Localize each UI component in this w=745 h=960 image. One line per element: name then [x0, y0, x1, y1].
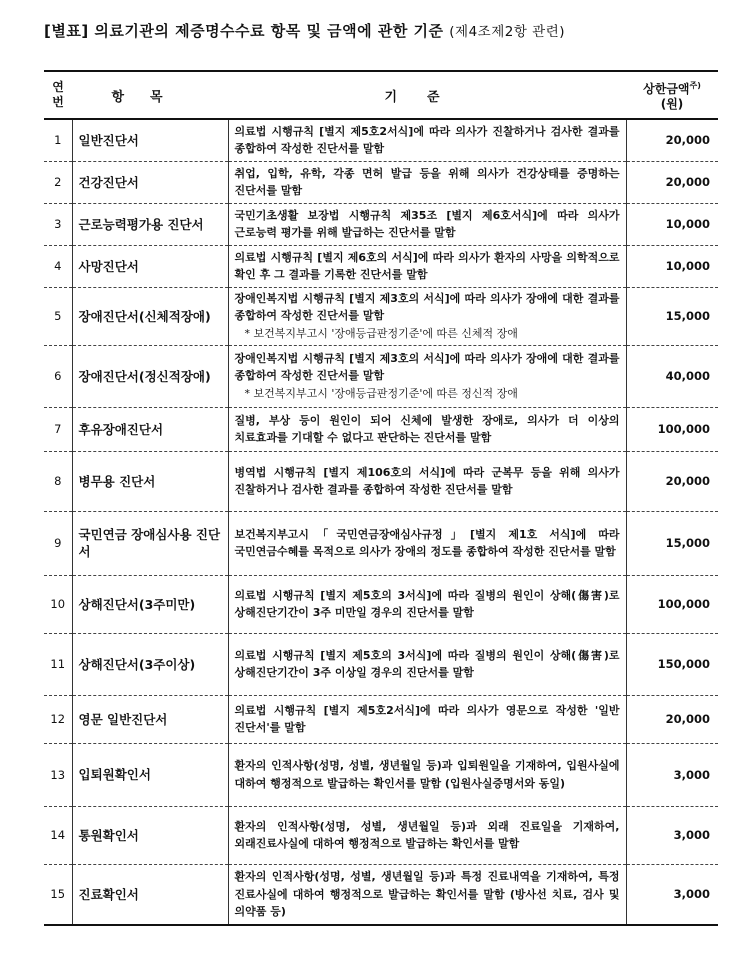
row-criteria: [228, 511, 626, 575]
row-amount: 3,000: [673, 767, 710, 782]
row-number: 15: [44, 864, 72, 925]
criteria-text: 질병, 부상 등이 원인이 되어 신체에 발생한 장애로, 의사가 더 이상의 치료효과를 기대할 수 없다고 판단하는 진단서를 말함: [234, 413, 620, 444]
table-body: [44, 119, 718, 925]
criteria-text: 의료법 시행규칙 [별지 제6호의 서식]에 따라 의사가 환자의 사망을 의학적으로 확인 후 그 결과를 기록한 진단서를 말함: [234, 250, 620, 281]
row-item: 병무용 진단서: [72, 451, 228, 511]
amount-footnote-mark: 주): [689, 81, 701, 90]
row-criteria: [228, 864, 626, 925]
table-row: [44, 511, 718, 575]
row-number: 9: [44, 511, 72, 575]
title-sub: (제4조제2항 관련): [449, 24, 566, 40]
table-row: [44, 287, 718, 345]
header-item: 항목: [72, 71, 228, 119]
row-amount: 20,000: [665, 474, 710, 488]
row-criteria: [228, 451, 626, 511]
document-title: [44, 20, 734, 41]
row-amount: 10,000: [665, 217, 710, 231]
table-row: [44, 119, 718, 161]
table-row: [44, 345, 718, 407]
criteria-text: 보건복지부고시「국민연금장애심사규정」[별지 제1호 서식]에 따라 국민연금수혜를 목적으로 의사가 장애의 정도를 종합하여 작성한 진단서를 말함: [234, 527, 620, 558]
criteria-text: 의료법 시행규칙 [별지 제5호의 3서식]에 따라 질병의 원인이 상해(傷害)로 상해진단기간이 3주 미만일 경우의 진단서를 말함: [234, 588, 620, 619]
table-row: [44, 633, 718, 695]
row-item: 사망진단서: [72, 245, 228, 287]
criteria-text: 환자의 인적사항(성명, 성별, 생년월일 등)과 외래 진료일을 기재하여, 외래진료사실에 대하여 행정적으로 발급하는 확인서를 말함: [234, 819, 620, 850]
row-item: 영문 일반진단서: [72, 695, 228, 743]
row-criteria: [228, 119, 626, 161]
row-item: 후유장애진단서: [72, 407, 228, 451]
row-criteria: [228, 287, 626, 345]
row-number: 5: [44, 287, 72, 345]
row-amount: 10,000: [665, 259, 710, 273]
row-item: 국민연금 장애심사용 진단서: [72, 511, 228, 575]
row-number: 12: [44, 695, 72, 743]
row-number: 1: [44, 119, 72, 161]
table-row: [44, 695, 718, 743]
criteria-text: 환자의 인적사항(성명, 성별, 생년월일 등)과 특정 진료내역을 기재하여, 특정 진료사실에 대하여 행정적으로 발급하는 확인서를 말함 (방사선 치료, 검사 및 의약품 등): [234, 870, 620, 918]
row-amount: 15,000: [665, 309, 710, 323]
criteria-text: 장애인복지법 시행규칙 [별지 제3호의 서식]에 따라 의사가 장애에 대한 결과를 종합하여 작성한 진단서를 말함: [234, 351, 620, 383]
row-item: 근로능력평가용 진단서: [72, 203, 228, 245]
title-main: [별표] 의료기관의 제증명수수료 항목 및 금액에 관한 기준: [44, 22, 444, 40]
row-number: 13: [44, 743, 72, 806]
row-criteria: [228, 245, 626, 287]
criteria-text: 취업, 입학, 유학, 각종 면허 발급 등을 위해 의사가 건강상태를 증명하는 진단서를 말함: [234, 166, 620, 197]
row-item: 일반진단서: [72, 119, 228, 161]
row-number: 7: [44, 407, 72, 451]
table-row: [44, 161, 718, 203]
row-number: 11: [44, 633, 72, 695]
row-criteria: [228, 203, 626, 245]
row-amount: 3,000: [673, 828, 710, 842]
row-number: 10: [44, 575, 72, 633]
criteria-text: 환자의 인적사항(성명, 성별, 생년월일 등)과 입퇴원일을 기재하여, 입원사실에 대하여 행정적으로 발급하는 확인서를 말함 (입원사실증명서와 동일): [234, 759, 620, 790]
criteria-note: * 보건복지부고시 '장애등급판정기준'에 따른 정신적 장애: [244, 386, 518, 400]
criteria-text: 병역법 시행규칙 [별지 제106호의 서식]에 따라 군복무 등을 위해 의사가 진찰하거나 검사한 결과를 종합하여 작성한 진단서를 말함: [234, 465, 620, 496]
table-row: [44, 203, 718, 245]
row-criteria: [228, 743, 626, 806]
row-item: 장애진단서(정신적장애): [72, 345, 228, 407]
criteria-text: 국민기초생활 보장법 시행규칙 제35조 [별지 제6호서식]에 따라 의사가 근로능력 평가를 위해 발급하는 진단서를 말함: [234, 208, 620, 239]
table-row: [44, 864, 718, 925]
row-amount: 20,000: [665, 175, 710, 189]
fee-table: [44, 70, 718, 926]
row-amount: 40,000: [665, 369, 710, 383]
criteria-text: 의료법 시행규칙 [별지 제5호2서식]에 따라 의사가 영문으로 작성한 '일반 진단서'를 말함: [234, 703, 620, 734]
row-number: 8: [44, 451, 72, 511]
row-criteria: [228, 345, 626, 407]
row-number: 2: [44, 161, 72, 203]
table-header-row: [44, 71, 718, 119]
row-amount: 100,000: [657, 597, 710, 611]
table-row: [44, 743, 718, 806]
criteria-text: 의료법 시행규칙 [별지 제5호2서식]에 따라 의사가 진찰하거나 검사한 결과를 종합하여 작성한 진단서를 말함: [234, 124, 620, 156]
row-criteria: [228, 575, 626, 633]
row-amount: 3,000: [673, 887, 710, 902]
table-row: [44, 806, 718, 864]
table-row: [44, 407, 718, 451]
row-amount: 100,000: [657, 422, 710, 436]
row-number: 14: [44, 806, 72, 864]
row-criteria: [228, 407, 626, 451]
row-item: 입퇴원확인서: [72, 743, 228, 806]
row-number: 6: [44, 345, 72, 407]
row-number: 4: [44, 245, 72, 287]
row-criteria: [228, 695, 626, 743]
criteria-text: 의료법 시행규칙 [별지 제5호의 3서식]에 따라 질병의 원인이 상해(傷害)로 상해진단기간이 3주 이상일 경우의 진단서를 말함: [234, 648, 620, 679]
header-number: 연 번: [44, 71, 72, 119]
row-amount: 150,000: [657, 657, 710, 671]
row-amount: 20,000: [665, 712, 710, 726]
row-criteria: [228, 633, 626, 695]
row-item: 진료확인서: [72, 864, 228, 925]
criteria-note: * 보건복지부고시 '장애등급판정기준'에 따른 신체적 장애: [244, 326, 518, 340]
table-row: [44, 245, 718, 287]
header-amount: 상한금액$^{주)}$ (원): [626, 71, 718, 119]
row-item: 건강진단서: [72, 161, 228, 203]
row-item: 상해진단서(3주미만): [72, 575, 228, 633]
criteria-text: 장애인복지법 시행규칙 [별지 제3호의 서식]에 따라 의사가 장애에 대한 결과를 종합하여 작성한 진단서를 말함: [234, 291, 620, 323]
row-item: 상해진단서(3주이상): [72, 633, 228, 695]
row-criteria: [228, 806, 626, 864]
row-amount: 15,000: [665, 536, 710, 550]
row-number: 3: [44, 203, 72, 245]
row-item: 통원확인서: [72, 806, 228, 864]
row-criteria: [228, 161, 626, 203]
row-amount: 20,000: [665, 133, 710, 148]
row-item: 장애진단서(신체적장애): [72, 287, 228, 345]
table-row: [44, 575, 718, 633]
table-row: [44, 451, 718, 511]
header-criteria: 기준: [228, 71, 626, 119]
